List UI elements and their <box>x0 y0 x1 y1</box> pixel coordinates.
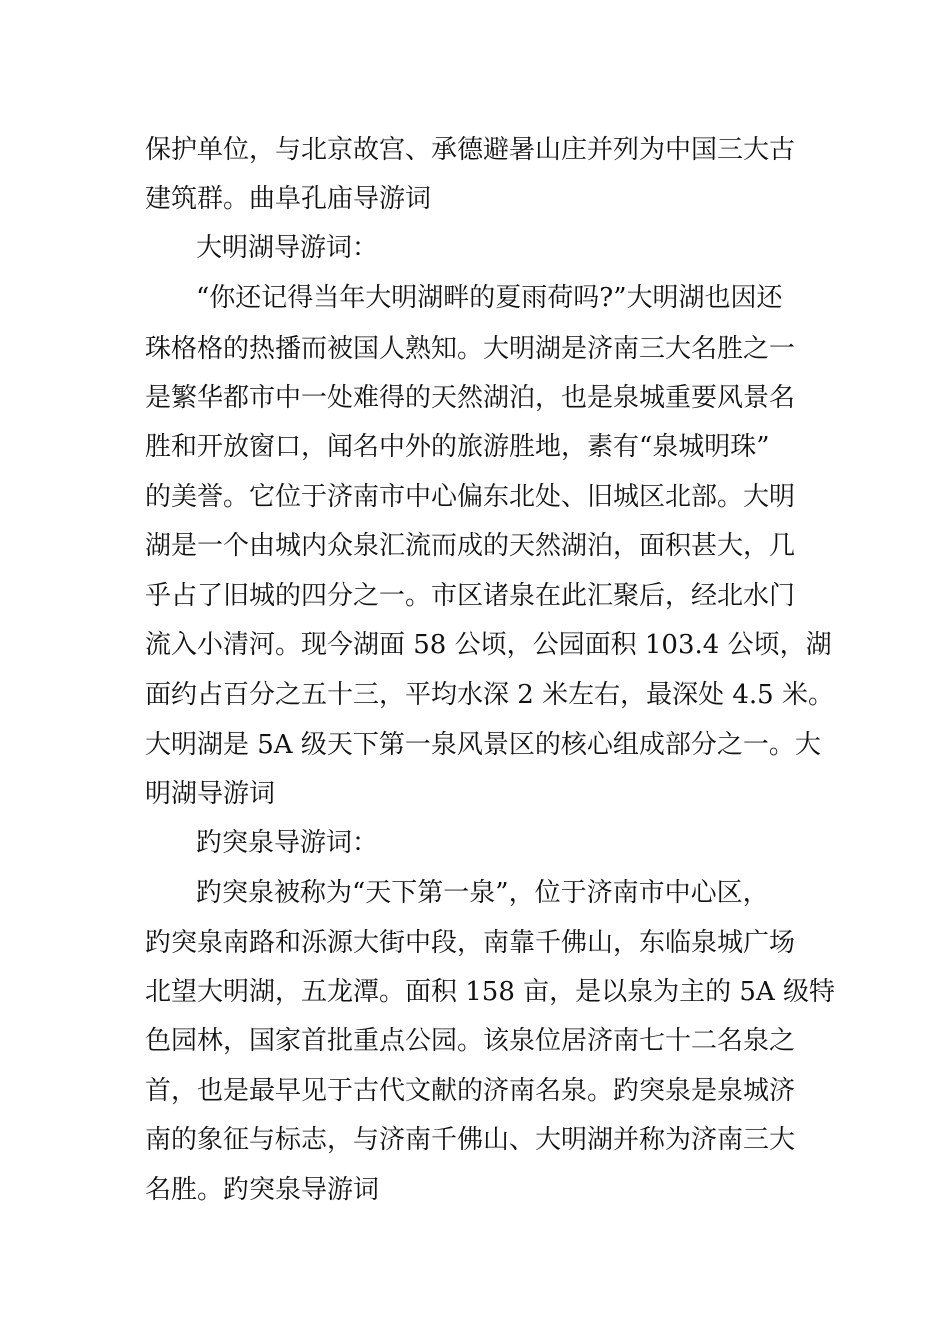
text-line: 胜和开放窗口，闻名中外的旅游胜地，素有“泉城明珠” <box>145 432 770 462</box>
text-line: 建筑群。曲阜孔庙导游词 <box>145 184 432 214</box>
text-line: “你还记得当年大明湖畔的夏雨荷吗?”大明湖也因还 <box>196 283 783 313</box>
text-line: 大明湖是 5A 级天下第一泉风景区的核心组成部分之一。大 <box>145 730 821 760</box>
text-line: 湖是一个由城内众泉汇流而成的天然湖泊，面积甚大，几 <box>145 531 796 561</box>
text-line: 明湖导游词 <box>145 779 276 809</box>
text-line: 乎占了旧城的四分之一。市区诸泉在此汇聚后，经北水门 <box>145 581 796 611</box>
text-line: 首，也是最早见于古代文献的济南名泉。趵突泉是泉城济 <box>145 1076 796 1106</box>
text-line: 色园林，国家首批重点公园。该泉位居济南七十二名泉之 <box>145 1026 796 1056</box>
text-line: 流入小清河。现今湖面 58 公顷，公园面积 103.4 公顷，湖 <box>145 630 832 660</box>
text-line: 是繁华都市中一处难得的天然湖泊，也是泉城重要风景名 <box>145 383 796 413</box>
text-line: 面约占百分之五十三，平均水深 2 米左右，最深处 4.5 米。 <box>145 680 834 710</box>
section-heading: 趵突泉导游词： <box>196 828 379 858</box>
text-line: 名胜。趵突泉导游词 <box>145 1175 380 1205</box>
text-line: 趵突泉被称为“天下第一泉”，位于济南市中心区， <box>196 878 769 908</box>
text-line: 的美誉。它位于济南市中心偏东北处、旧城区北部。大明 <box>145 482 796 512</box>
text-line: 趵突泉南路和泺源大街中段，南靠千佛山，东临泉城广场 <box>145 928 796 958</box>
text-line: 保护单位，与北京故宫、承德避暑山庄并列为中国三大古 <box>145 135 796 165</box>
text-line: 北望大明湖，五龙潭。面积 158 亩，是以泉为主的 5A 级特 <box>145 977 836 1007</box>
text-line: 珠格格的热播而被国人熟知。大明湖是济南三大名胜之一 <box>145 334 796 364</box>
section-heading: 大明湖导游词： <box>196 233 379 263</box>
text-line: 南的象征与标志，与济南千佛山、大明湖并称为济南三大 <box>145 1125 796 1155</box>
